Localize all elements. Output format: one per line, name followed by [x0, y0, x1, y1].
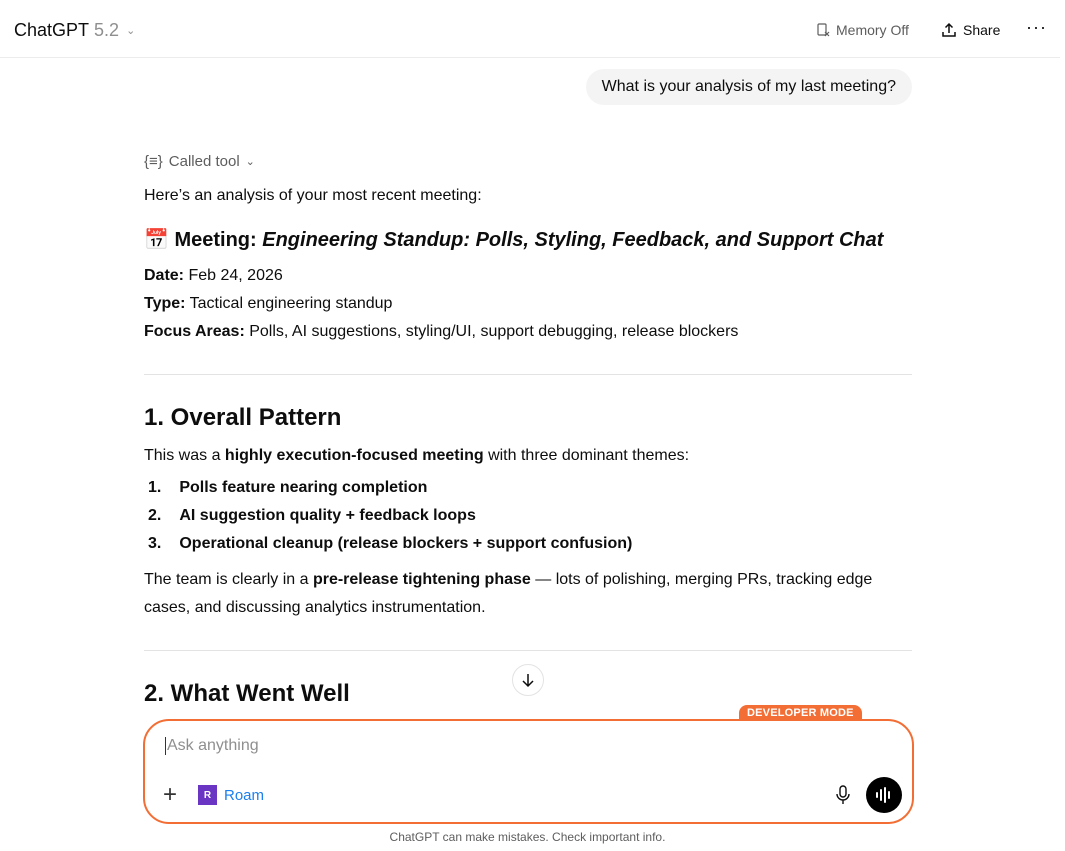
bold-text: pre-release tightening phase	[312, 571, 531, 588]
tool-icon: {≡}	[144, 153, 163, 170]
list-text: Operational cleanup (release blockers + support confusion)	[179, 535, 633, 552]
developer-mode-badge: DEVELOPER MODE	[739, 705, 862, 721]
meta-type	[144, 290, 912, 318]
meeting-meta	[144, 262, 912, 346]
section-heading: 1. Overall Pattern	[144, 404, 342, 431]
composer	[143, 719, 914, 824]
model-name: ChatGPT	[14, 20, 90, 40]
disclaimer: ChatGPT can make mistakes. Check important info.	[389, 830, 666, 844]
divider	[144, 374, 912, 375]
text: with three dominant themes:	[483, 447, 690, 464]
top-bar	[0, 0, 1060, 58]
chevron-down-icon: ⌄	[245, 156, 255, 168]
meta-label: Focus Areas:	[144, 323, 245, 340]
text: The team is clearly in a	[144, 571, 313, 588]
model-version: 5.2	[94, 20, 120, 40]
called-tool-toggle[interactable]	[144, 148, 912, 176]
meeting-prefix: Meeting:	[174, 229, 263, 251]
roam-app-icon: R	[198, 785, 217, 805]
memory-label: Memory Off	[836, 22, 909, 38]
share-button[interactable]	[941, 22, 1000, 38]
roam-app-chip[interactable]	[198, 785, 264, 805]
model-selector[interactable]	[14, 20, 135, 41]
memory-toggle-button[interactable]	[816, 22, 909, 38]
list-item	[144, 530, 912, 558]
microphone-icon	[835, 785, 851, 805]
themes-list	[144, 474, 912, 558]
add-attachment-button[interactable]	[163, 781, 177, 809]
list-item	[144, 502, 912, 530]
list-text: AI suggestion quality + feedback loops	[179, 507, 476, 524]
meta-value: Tactical engineering standup	[185, 295, 393, 312]
divider	[144, 650, 912, 651]
section-heading: 2. What Went Well	[144, 680, 350, 707]
list-number: 2.	[148, 507, 162, 524]
meta-value: Feb 24, 2026	[184, 267, 283, 284]
intro-text: Here’s an analysis of your most recent meeting:	[144, 187, 482, 204]
share-label: Share	[963, 22, 1001, 38]
arrow-down-icon	[520, 672, 536, 688]
scroll-to-bottom-button[interactable]	[512, 664, 544, 696]
text: This was a	[144, 447, 225, 464]
waveform-icon	[875, 787, 893, 803]
meeting-heading	[144, 225, 912, 255]
roam-app-label: Roam	[224, 786, 265, 804]
list-item	[144, 474, 912, 502]
list-number: 3.	[148, 535, 162, 552]
called-tool-label: Called tool	[168, 153, 240, 170]
share-icon	[941, 22, 957, 38]
meeting-title: Engineering Standup: Polls, Styling, Feedback, and Support Chat	[262, 229, 884, 251]
list-text: Polls feature nearing completion	[179, 479, 428, 496]
plus-icon: +	[163, 781, 178, 808]
meta-label: Date:	[144, 267, 185, 284]
dictate-button[interactable]	[835, 785, 851, 810]
memory-off-icon	[816, 23, 830, 37]
chevron-down-icon: ⌄	[126, 25, 136, 37]
meta-date	[144, 262, 912, 290]
text: — lots of polishing, merging PRs, tracking edge cases, and discussing analytics instrumentation.	[144, 571, 873, 616]
voice-mode-button[interactable]	[866, 777, 902, 813]
bold-text: highly execution-focused meeting	[224, 447, 484, 464]
meta-value: Polls, AI suggestions, styling/UI, support debugging, release blockers	[244, 323, 739, 340]
meta-label: Type:	[144, 295, 186, 312]
meta-focus	[144, 318, 912, 346]
prompt-input[interactable]	[165, 737, 805, 755]
paragraph	[144, 442, 912, 470]
paragraph	[144, 566, 912, 622]
user-message: What is your analysis of my last meeting?	[586, 69, 912, 105]
list-number: 1.	[148, 479, 162, 496]
calendar-icon: 📅	[144, 229, 169, 251]
more-options-button[interactable]: ···	[1026, 17, 1047, 37]
